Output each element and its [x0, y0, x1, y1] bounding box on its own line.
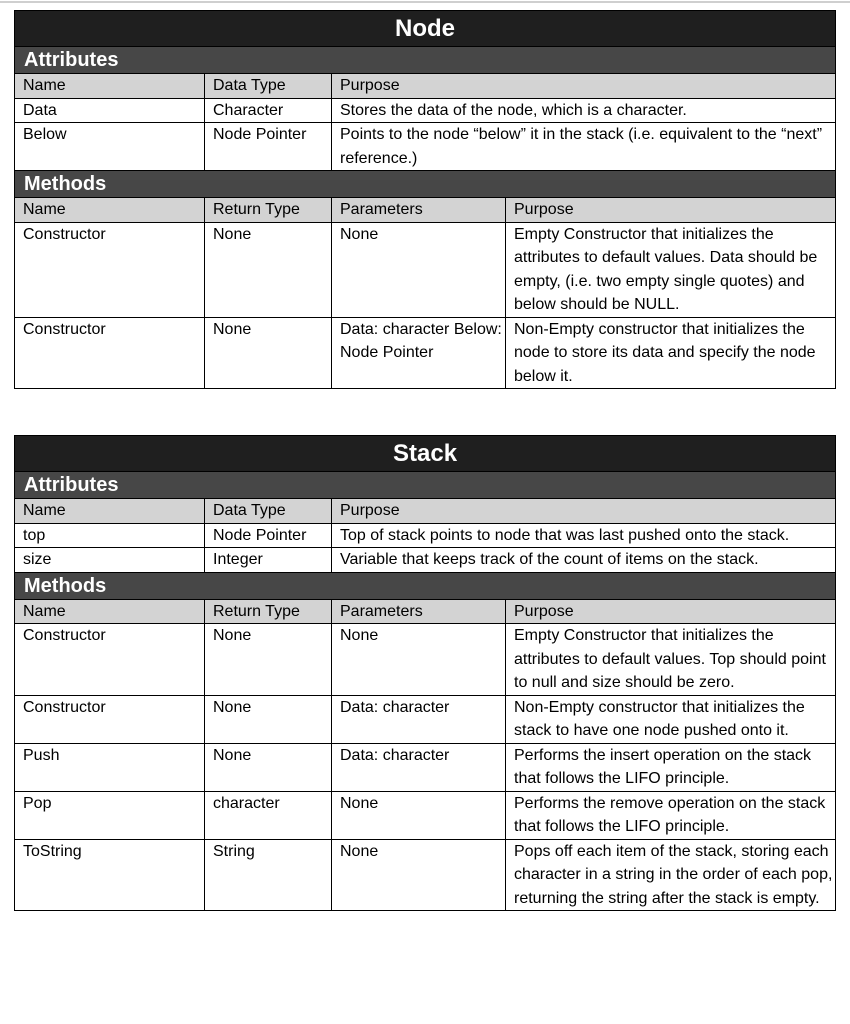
method-params: Data: character [332, 743, 506, 791]
table-row [15, 123, 836, 171]
stack-method-header-purpose: Purpose [506, 599, 836, 624]
method-name: Constructor [15, 695, 205, 743]
stack-attr-header-name: Name [15, 499, 205, 524]
attr-type: Node Pointer [205, 123, 332, 171]
method-return: character [205, 791, 332, 839]
node-attr-header-purpose: Purpose [332, 74, 836, 99]
table-row [15, 791, 836, 839]
attr-name: size [15, 548, 205, 573]
method-return: None [205, 222, 332, 317]
node-attr-header-name: Name [15, 74, 205, 99]
attr-name: Below [15, 123, 205, 171]
attr-purpose: Variable that keeps track of the count of items on the stack. [332, 548, 836, 573]
method-purpose: Performs the remove operation on the stack that follows the LIFO principle. [506, 791, 836, 839]
method-return: None [205, 317, 332, 389]
method-name: Constructor [15, 222, 205, 317]
method-purpose: Performs the insert operation on the stack that follows the LIFO principle. [506, 743, 836, 791]
node-class-table [14, 10, 836, 389]
node-method-header-params: Parameters [332, 198, 506, 223]
table-row [15, 222, 836, 317]
table-row [15, 548, 836, 573]
attr-purpose: Stores the data of the node, which is a character. [332, 98, 836, 123]
node-method-header-name: Name [15, 198, 205, 223]
stack-attributes-heading: Attributes [15, 472, 836, 499]
table-row [15, 624, 836, 696]
method-params: Data: character [332, 695, 506, 743]
attr-type: Character [205, 98, 332, 123]
method-params: Data: character Below: Node Pointer [332, 317, 506, 389]
attr-type: Node Pointer [205, 523, 332, 548]
node-methods-heading: Methods [15, 171, 836, 198]
method-purpose: Pops off each item of the stack, storing each character in a string in the order of each pop, returning the string after the stack is empty. [506, 839, 836, 911]
attr-type: Integer [205, 548, 332, 573]
method-name: Pop [15, 791, 205, 839]
method-return: None [205, 624, 332, 696]
table-row [15, 839, 836, 911]
table-row [15, 317, 836, 389]
attr-purpose: Points to the node “below” it in the stack (i.e. equivalent to the “next” reference.) [332, 123, 836, 171]
method-name: Push [15, 743, 205, 791]
stack-method-header-return: Return Type [205, 599, 332, 624]
method-return: None [205, 743, 332, 791]
stack-methods-heading: Methods [15, 572, 836, 599]
node-table-title: Node [15, 11, 836, 47]
method-params: None [332, 624, 506, 696]
method-params: None [332, 222, 506, 317]
attr-purpose: Top of stack points to node that was last pushed onto the stack. [332, 523, 836, 548]
method-purpose: Empty Constructor that initializes the attributes to default values. Top should point to null and size should be zero. [506, 624, 836, 696]
stack-table-title: Stack [15, 436, 836, 472]
stack-class-table [14, 435, 836, 911]
table-row [15, 523, 836, 548]
page-top-rule [0, 1, 850, 3]
stack-attr-header-purpose: Purpose [332, 499, 836, 524]
stack-attr-header-type: Data Type [205, 499, 332, 524]
method-name: Constructor [15, 317, 205, 389]
method-purpose: Empty Constructor that initializes the attributes to default values. Data should be empty, (i.e. two empty single quotes) and below should be NULL. [506, 222, 836, 317]
table-row [15, 98, 836, 123]
stack-method-header-name: Name [15, 599, 205, 624]
node-attributes-heading: Attributes [15, 47, 836, 74]
node-method-header-return: Return Type [205, 198, 332, 223]
method-name: ToString [15, 839, 205, 911]
attr-name: Data [15, 98, 205, 123]
method-return: String [205, 839, 332, 911]
method-purpose: Non-Empty constructor that initializes the stack to have one node pushed onto it. [506, 695, 836, 743]
node-attr-header-type: Data Type [205, 74, 332, 99]
method-name: Constructor [15, 624, 205, 696]
stack-method-header-params: Parameters [332, 599, 506, 624]
method-return: None [205, 695, 332, 743]
method-purpose: Non-Empty constructor that initializes the node to store its data and specify the node below it. [506, 317, 836, 389]
attr-name: top [15, 523, 205, 548]
node-method-header-purpose: Purpose [506, 198, 836, 223]
table-row [15, 743, 836, 791]
method-params: None [332, 839, 506, 911]
table-row [15, 695, 836, 743]
method-params: None [332, 791, 506, 839]
